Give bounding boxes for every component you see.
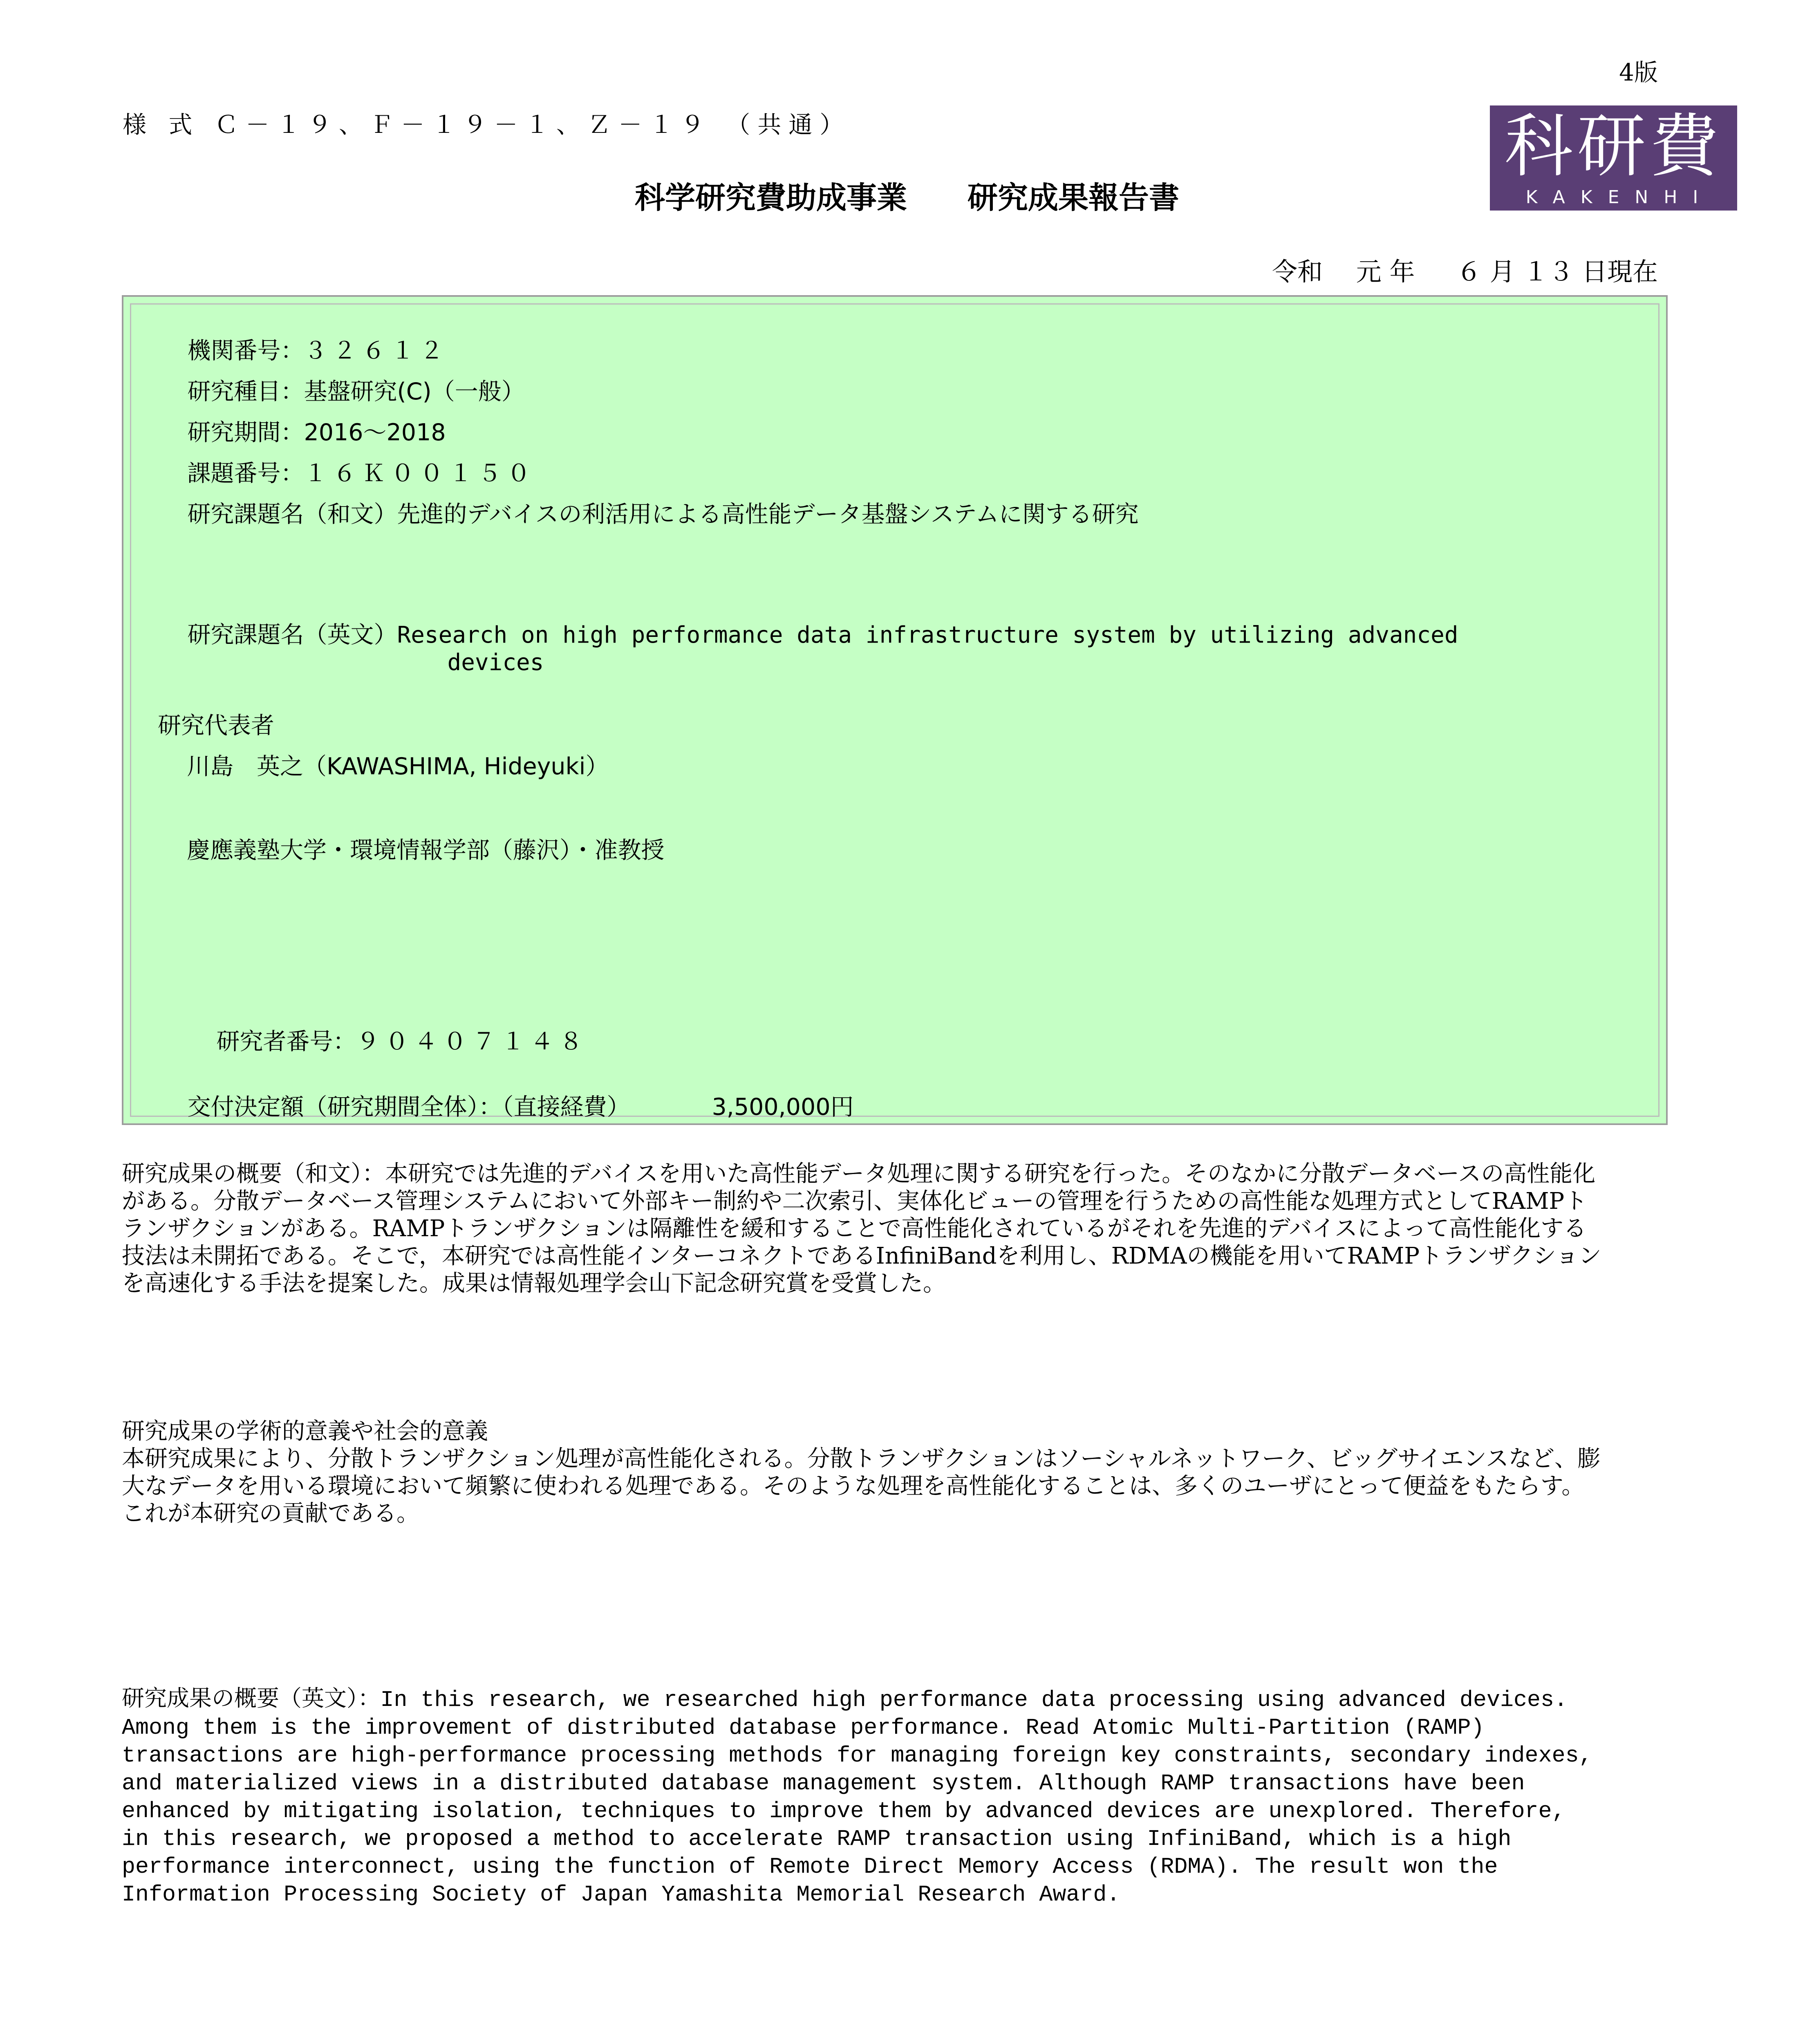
title-en-row-2 [418, 621, 544, 704]
pi-name: 川島 英之（KAWASHIMA, Hideyuki） [187, 753, 609, 780]
version-label: 4版 [1619, 58, 1658, 86]
significance-label: 研究成果の学術的意義や社会的意義 [122, 1418, 488, 1445]
title-ja-row [158, 473, 1139, 556]
logo-kanji: 科研費 [1504, 106, 1723, 186]
title-ja-label: 研究課題名（和文） [187, 501, 397, 528]
period-label: 研究期間： [187, 419, 304, 446]
summary-en-text: In this research, we researched high performance data processing using advanced devices. Among them is the improvement of distributed database performance. Read Atomic Multi-Partition (RAMP) transactions are high-performance processing methods for managing foreign key constraints, secondary indexes, and materialized views in a distributed database management system. Although RAMP transactions have been enhanced by mitigating isolation, techniques to improve them by advanced devices are unexplored. Therefore, in this research, we proposed a method to accelerate RAMP transaction using InfiniBand, which is a high performance interconnect, using the function of Remote Direct Memory Access (RDMA). The result won the Information Processing Society of Japan Yamashita Memorial Research Award. [122, 1687, 1592, 1907]
logo-roman: KAKENHI [1525, 187, 1714, 208]
institution-value: ３２６１２ [304, 337, 449, 365]
period-value: 2016～2018 [304, 419, 446, 446]
grant-row [158, 1065, 854, 1149]
summary-ja-label: 研究成果の概要（和文）： [122, 1161, 385, 1187]
title-en-label: 研究課題名（英文） [187, 621, 397, 649]
title-ja-value: 先進的デバイスの利活用による高性能データ基盤システムに関する研究 [397, 501, 1139, 528]
project-number-value: １６Ｋ００１５０ [304, 460, 536, 487]
researcher-number-value: ９０４０７１４８ [356, 1028, 589, 1056]
institution-label: 機関番号： [187, 337, 304, 365]
category-value: 基盤研究(C)（一般） [304, 378, 525, 406]
document-date: 令和 元 年 ６ 月 １３ 日現在 [1272, 257, 1658, 287]
document-title: 科学研究費助成事業 研究成果報告書 [635, 180, 1179, 215]
researcher-number-label: 研究者番号： [216, 1028, 356, 1056]
pi-affiliation: 慶應義塾大学・環境情報学部（藤沢）・准教授 [187, 837, 665, 864]
category-label: 研究種目： [187, 378, 304, 406]
project-number-label: 課題番号： [187, 460, 304, 487]
summary-en-label: 研究成果の概要（英文）： [122, 1685, 381, 1711]
pi-label: 研究代表者 [158, 712, 274, 739]
form-label: 様 式 Ｃ－１９、Ｆ－１９－１、Ｚ－１９ （共通） [123, 111, 851, 139]
summary-en-section [122, 1684, 1601, 1909]
project-info-box [122, 295, 1668, 1125]
title-en-line1: Research on high performance data infrastructure system by utilizing advanced [397, 622, 1458, 649]
title-en-line2: devices [447, 649, 544, 676]
significance-text: 本研究成果により、分散トランザクション処理が高性能化される。分散トランザクションはソーシャルネットワーク、ビッグサイエンスなど、膨大なデータを用いる環境において頻繁に使われる処理である。そのような処理を高性能化することは、多くのユーザにとって便益をもたらす。これが本研究の貢献である。 [122, 1446, 1601, 1527]
title-en-row [158, 593, 1458, 677]
summary-ja-text: 本研究では先進的デバイスを用いた高性能データ処理に関する研究を行った。そのなかに分散データベースの高性能化がある。分散データベース管理システムにおいて外部キー制約や二次索引、実体化ビューの管理を行うための高性能な処理方式としてRAMPトランザクションがある。RAMPトランザクションは隔離性を緩和することで高性能化されているがそれを先進的デバイスによって高性能化する技法は未開拓である。そこで，本研究では高性能インターコネクトであるInfiniBandを利用し、RDMAの機能を用いてRAMPトランザクションを高速化する手法を提案した。成果は情報処理学会山下記念研究賞を受賞した。 [122, 1161, 1601, 1297]
summary-ja-section [122, 1160, 1601, 1297]
grant-label: 交付決定額（研究期間全体）：（直接経費） [187, 1094, 630, 1121]
grant-value: 3,500,000円 [712, 1094, 854, 1121]
